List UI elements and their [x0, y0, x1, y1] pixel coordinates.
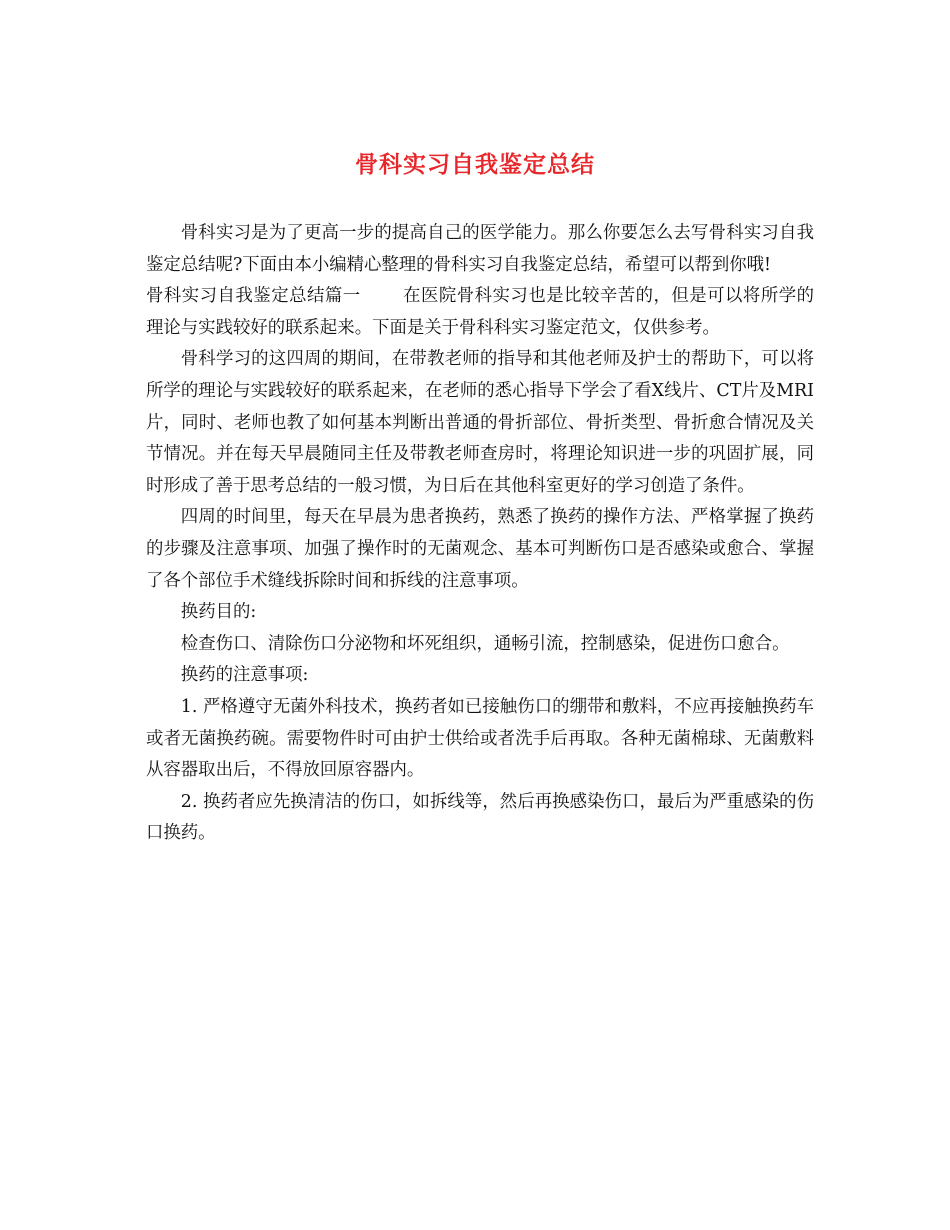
- paragraph-study: 骨科学习的这四周的期间，在带教老师的指导和其他老师及护士的帮助下，可以将所学的理论与实践较好的联系起来，在老师的悉心指导下学会了看X线片、CT片及MRI片，同时、老师也教了如何基本判断出普通的骨折部位、骨折类型、骨折愈合情况及关节情况。并在每天早晨随同主任及带教老师查房时，将理论知识进一步的巩固扩展，同时形成了善于思考总结的一般习惯，为日后在其他科室更好的学习创造了条件。: [146, 349, 814, 496]
- section-heading: 骨科实习自我鉴定总结篇一: [146, 286, 361, 307]
- purpose-heading: 换药目的:: [180, 602, 257, 623]
- intro-paragraph: 骨科实习是为了更高一步的提高自己的医学能力。那么你要怎么去写骨科实习自我鉴定总结呢?下面由本小编精心整理的骨科实习自我鉴定总结，希望可以帮到你哦!: [146, 223, 814, 275]
- document-body: [146, 218, 814, 850]
- note-item-2: 2. 换药者应先换清洁的伤口，如拆线等，然后再换感染伤口，最后为严重感染的伤口换药。: [146, 791, 814, 844]
- purpose-text: 检查伤口、清除伤口分泌物和坏死组织，通畅引流，控制感染，促进伤口愈合。: [180, 633, 790, 654]
- section-paragraph: [146, 281, 814, 344]
- section-lead: 在医院骨科实习也是比较辛苦的，但是可以将所学的理论与实践较好的联系起来。下面是关于骨科科实习鉴定范文，仅供参考。: [146, 286, 814, 338]
- notes-heading: 换药的注意事项:: [180, 665, 309, 686]
- paragraph-dressing: 四周的时间里，每天在早晨为患者换药，熟悉了换药的操作方法、严格掌握了换药的步骤及注意事项、加强了操作时的无菌观念、基本可判断伤口是否感染或愈合、掌握了各个部位手术缝线拆除时间和拆线的注意事项。: [146, 507, 814, 591]
- page-title: 骨科实习自我鉴定总结: [355, 152, 595, 178]
- note-item-1: 1. 严格遵守无菌外科技术，换药者如已接触伤口的绷带和敷料，不应再接触换药车或者无菌换药碗。需要物件时可由护士供给或者洗手后再取。各种无菌棉球、无菌敷料从容器取出后，不得放回原容器内。: [146, 696, 814, 781]
